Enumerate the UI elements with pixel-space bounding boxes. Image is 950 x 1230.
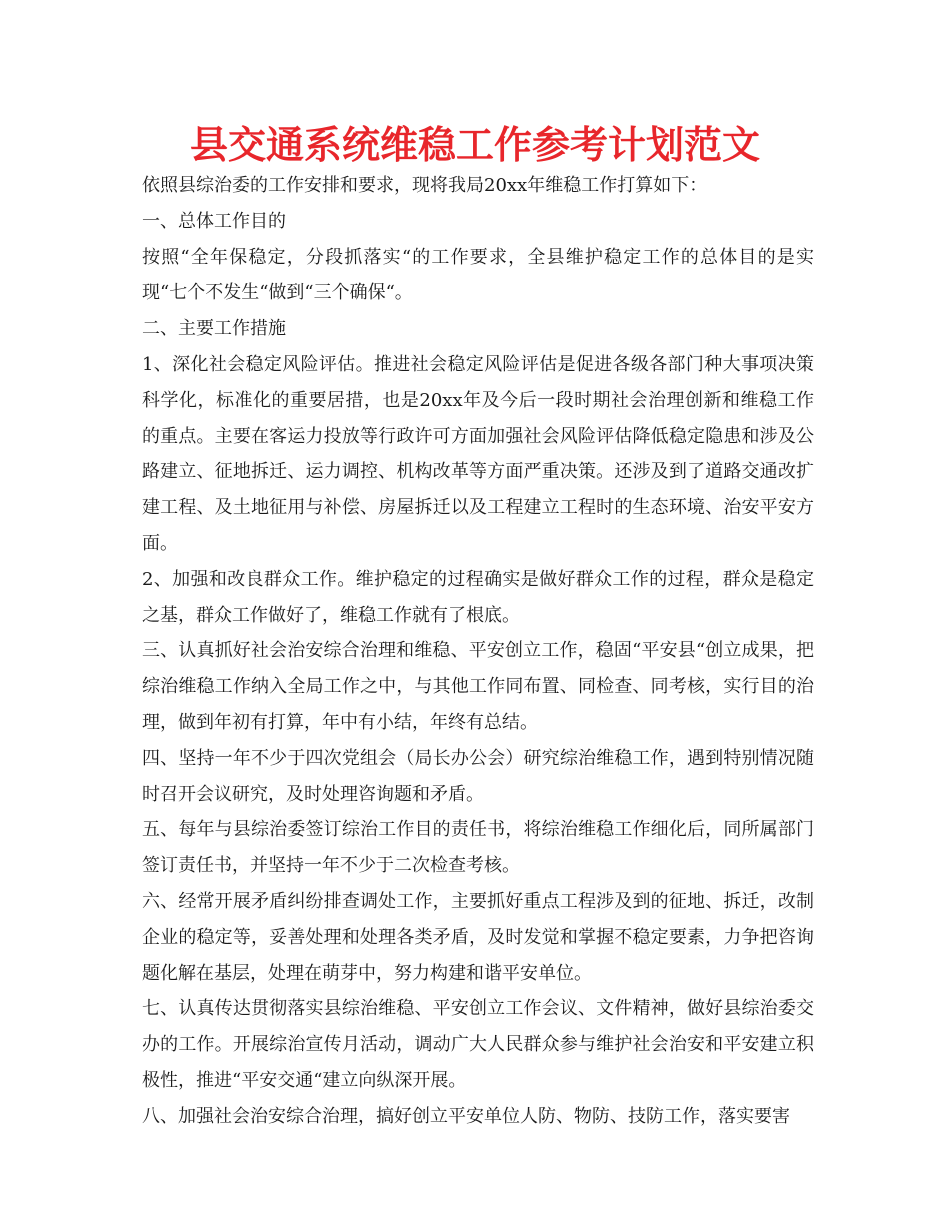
paragraph-overall-goal: 按照“全年保稳定，分段抓落实“的工作要求，全县维护稳定工作的总体目的是实现“七个不发生“做到“三个确保“。 (142, 246, 814, 304)
paragraph-intro: 依照县综治委的工作安排和要求，现将我局20xx年维稳工作打算如下： (142, 175, 708, 196)
paragraph-section-3: 三、认真抓好社会治安综合治理和维稳、平安创立工作，稳固“平安县“创立成果，把综治维稳工作纳入全局工作之中，与其他工作同布置、同检查、同考核，实行目的治理，做到年初有打算，年中有小结，年终有总结。 (142, 640, 814, 733)
paragraph-section-8: 八、加强社会治安综合治理，搞好创立平安单位人防、物防、技防工作，落实要害 (142, 1105, 790, 1127)
document-body (142, 168, 814, 1135)
paragraph-section-4: 四、坚持一年不少于四次党组会（局长办公会）研究综治维稳工作，遇到特别情况随时召开会议研究，及时处理咨询题和矛盾。 (142, 747, 814, 805)
paragraph-section-6: 六、经常开展矛盾纠纷排查调处工作，主要抓好重点工程涉及到的征地、拆迁，改制企业的稳定等，妥善处理和处理各类矛盾，及时发觉和掌握不稳定要素，力争把咨询题化解在基层，处理在萌芽中，努力构建和谐平安单位。 (142, 890, 814, 984)
document-title: 县交通系统维稳工作参考计划范文 (189, 123, 760, 167)
paragraph-measure-1: 1、深化社会稳定风险评估。推进社会稳定风险评估是促进各级各部门种大事项决策科学化，标准化的重要居措，也是20xx年及今后一段时期社会治理创新和维稳工作的重点。主要在客运力投放等行政许可方面加强社会风险评估降低稳定隐患和涉及公路建立、征地拆迁、运力调控、机构改革等方面严重决策。还涉及到了道路交通改扩建工程、及土地征用与补偿、房屋拆迁以及工程建立工程时的生态环境、治安平安方面。 (142, 353, 814, 554)
paragraph-section-7: 七、认真传达贯彻落实县综治维稳、平安创立工作会议、文件精神，做好县综治委交办的工作。开展综治宣传月活动，调动广大人民群众参与维护社会治安和平安建立积极性，推进“平安交通“建立向纵深开展。 (142, 998, 814, 1091)
heading-overall-goal: 一、总体工作目的 (142, 210, 286, 232)
paragraph-section-5: 五、每年与县综治委签订综治工作目的责任书，将综治维稳工作细化后，同所属部门签订责任书，并坚持一年不少于二次检查考核。 (142, 819, 814, 877)
heading-main-measures: 二、主要工作措施 (142, 318, 286, 340)
paragraph-measure-2: 2、加强和改良群众工作。维护稳定的过程确实是做好群众工作的过程，群众是稳定之基，群众工作做好了，维稳工作就有了根底。 (142, 568, 814, 626)
